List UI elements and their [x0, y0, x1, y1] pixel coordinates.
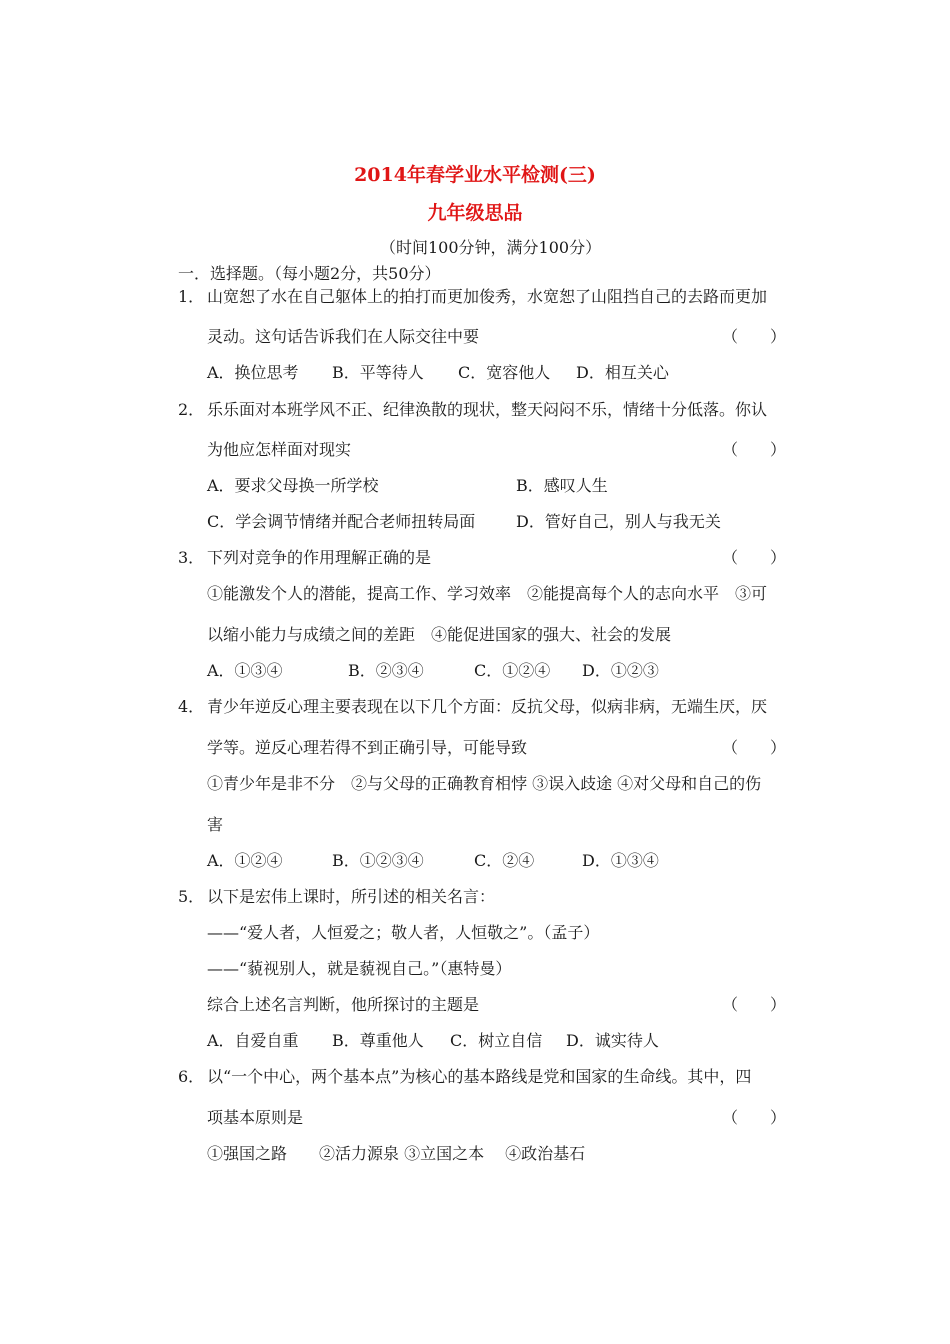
question-stem: 以“一个中心，两个基本点”为核心的基本路线是党和国家的生命线。其中，四 — [207, 1067, 752, 1086]
question-stem: 项基本原则是 — [207, 1108, 304, 1127]
question-stem: 下列对竞争的作用理解正确的是 — [207, 548, 432, 567]
option-a: A．①②④ — [207, 851, 283, 870]
answer-blank: （ ） — [722, 1108, 787, 1127]
exam-subtitle: 九年级思品 — [427, 202, 523, 224]
statement-list: ①强国之路 ②活力源泉 ③立国之本 ④政治基石 — [207, 1144, 586, 1163]
question-number: 4． — [178, 697, 205, 716]
option-d: D．①②③ — [582, 661, 659, 680]
option-b: B．①②③④ — [332, 851, 424, 870]
option-a: A．要求父母换一所学校 — [207, 476, 379, 495]
exam-title: 2014年春学业水平检测(三) — [354, 164, 596, 186]
option-d: D．①③④ — [582, 851, 659, 870]
question-stem: 为他应怎样面对现实 — [207, 440, 352, 459]
question-number: 6． — [178, 1067, 205, 1086]
statement-list: ①能激发个人的潜能，提高工作、学习效率 ②能提高每个人的志向水平 ③可 — [207, 584, 768, 603]
answer-blank: （ ） — [722, 995, 787, 1014]
statement-list: ①青少年是非不分 ②与父母的正确教育相悖 ③误入歧途 ④对父母和自己的伤 — [207, 774, 762, 793]
option-a: A．换位思考 — [207, 363, 299, 382]
option-b: B．②③④ — [348, 661, 424, 680]
option-d: D．管好自己，别人与我无关 — [516, 512, 721, 531]
question-number: 1． — [178, 287, 205, 306]
option-a: A．①③④ — [207, 661, 283, 680]
section-heading: 一．选择题。（每小题2分，共50分） — [178, 264, 441, 283]
statement-list: 害 — [207, 815, 224, 834]
question-stem: 综合上述名言判断，他所探讨的主题是 — [207, 995, 480, 1014]
option-d: D．相互关心 — [576, 363, 669, 382]
quote: ——“藐视别人，就是藐视自己。”（惠特曼） — [207, 959, 512, 978]
exam-meta: （时间100分钟，满分100分） — [380, 238, 602, 257]
option-c: C．宽容他人 — [458, 363, 551, 382]
question-stem: 灵动。这句话告诉我们在人际交往中要 — [207, 327, 480, 346]
question-number: 2． — [178, 400, 205, 419]
option-b: B．平等待人 — [332, 363, 424, 382]
question-number: 3． — [178, 548, 205, 567]
question-stem: 以下是宏伟上课时，所引述的相关名言： — [207, 887, 496, 906]
option-c: C．②④ — [474, 851, 535, 870]
option-c: C．树立自信 — [450, 1031, 543, 1050]
answer-blank: （ ） — [722, 327, 787, 346]
option-c: C．①②④ — [474, 661, 551, 680]
answer-blank: （ ） — [722, 738, 787, 757]
option-c: C．学会调节情绪并配合老师扭转局面 — [207, 512, 476, 531]
question-number: 5． — [178, 887, 205, 906]
option-a: A．自爱自重 — [207, 1031, 299, 1050]
question-stem: 乐乐面对本班学风不正、纪律涣散的现状，整天闷闷不乐，情绪十分低落。你认 — [207, 400, 768, 419]
statement-list: 以缩小能力与成绩之间的差距 ④能促进国家的强大、社会的发展 — [207, 625, 672, 644]
question-stem: 青少年逆反心理主要表现在以下几个方面：反抗父母，似病非病，无端生厌，厌 — [207, 697, 768, 716]
question-stem: 学等。逆反心理若得不到正确引导，可能导致 — [207, 738, 528, 757]
answer-blank: （ ） — [722, 548, 787, 567]
quote: ——“爱人者，人恒爱之；敬人者，人恒敬之”。（孟子） — [207, 923, 600, 942]
option-d: D．诚实待人 — [566, 1031, 659, 1050]
answer-blank: （ ） — [722, 440, 787, 459]
option-b: B．感叹人生 — [516, 476, 608, 495]
question-stem: 山宽恕了水在自己躯体上的拍打而更加俊秀，水宽恕了山阻挡自己的去路而更加 — [207, 287, 768, 306]
option-b: B．尊重他人 — [332, 1031, 424, 1050]
